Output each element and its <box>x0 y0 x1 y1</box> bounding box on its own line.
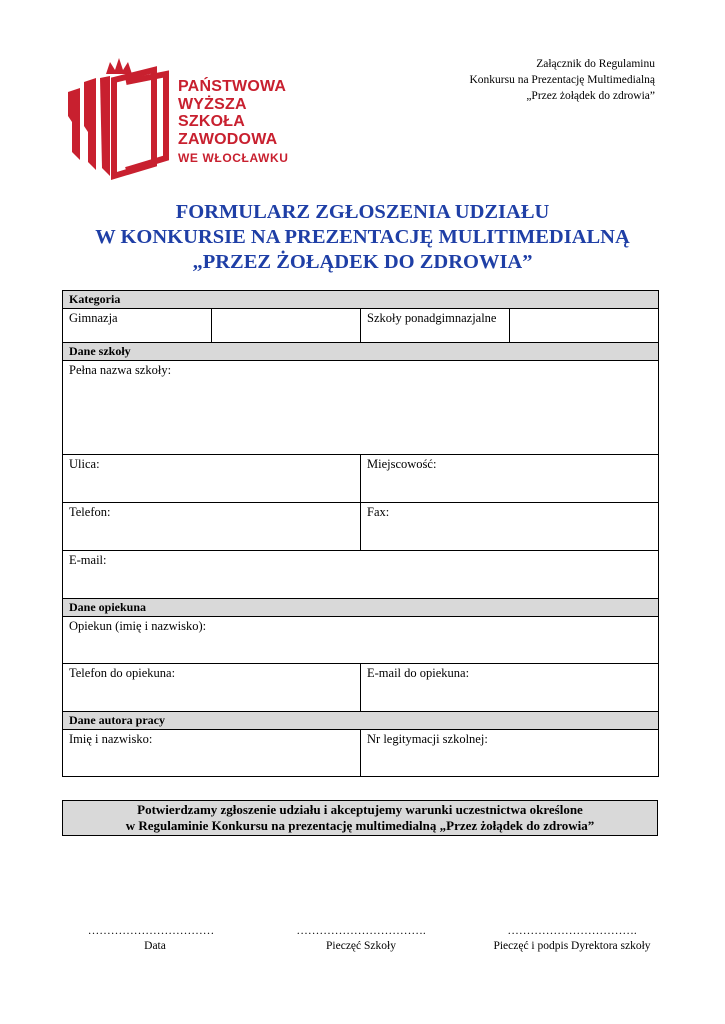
section-header-guardian: Dane opiekuna <box>63 599 659 617</box>
category-checkbox-ponadgimnazjalne[interactable] <box>510 309 659 343</box>
author-name-field[interactable]: Imię i nazwisko: <box>63 730 361 777</box>
school-email-field[interactable]: E-mail: <box>63 551 659 599</box>
guardian-name-field[interactable]: Opiekun (imię i nazwisko): <box>63 617 659 664</box>
confirmation-line-1: Potwierdzamy zgłoszenie udziału i akceptujemy warunki uczestnictwa określone <box>137 802 583 817</box>
logo-line-1: PAŃSTWOWA <box>178 78 287 95</box>
section-header-school: Dane szkoły <box>63 343 659 361</box>
annex-line-2: Konkursu na Prezentację Multimedialną <box>469 74 655 86</box>
registration-form <box>62 290 659 777</box>
logo-line-2: WYŻSZA <box>178 95 247 113</box>
street-field[interactable]: Ulica: <box>63 455 361 503</box>
logo-wordmark <box>178 78 289 168</box>
logo-line-3: SZKOŁA <box>178 113 245 130</box>
annex-line-3: „Przez żołądek do zdrowia” <box>526 90 655 102</box>
annex-line-1: Załącznik do Regulaminu <box>536 58 655 70</box>
category-checkbox-gimnazja[interactable] <box>212 309 361 343</box>
logo-line-4: ZAWODOWA <box>178 130 278 148</box>
signature-director <box>482 924 662 954</box>
section-header-category: Kategoria <box>63 291 659 309</box>
category-option-ponadgimnazjalne: Szkoły ponadgimnazjalne <box>361 309 510 343</box>
form-title <box>0 200 725 275</box>
city-field[interactable]: Miejscowość: <box>361 455 659 503</box>
guardian-phone-field[interactable]: Telefon do opiekuna: <box>63 664 361 712</box>
signature-date <box>66 924 236 954</box>
signature-date-line: …………………………… <box>87 925 215 937</box>
confirmation-box <box>62 800 658 836</box>
title-line-1: FORMULARZ ZGŁOSZENIA UDZIAŁU <box>175 201 550 223</box>
crowned-book-emblem-icon <box>66 52 176 182</box>
school-phone-field[interactable]: Telefon: <box>63 503 361 551</box>
category-option-gimnazja: Gimnazja <box>63 309 212 343</box>
confirmation-line-2: w Regulaminie Konkursu na prezentację multimedialną „Przez żołądek do zdrowia” <box>125 818 595 833</box>
section-header-author: Dane autora pracy <box>63 712 659 730</box>
signature-school-stamp <box>276 924 446 954</box>
student-id-field[interactable]: Nr legitymacji szkolnej: <box>361 730 659 777</box>
guardian-email-field[interactable]: E-mail do opiekuna: <box>361 664 659 712</box>
signature-date-label: Data <box>144 940 166 952</box>
title-line-3: „PRZEZ ŻOŁĄDEK DO ZDROWIA” <box>192 251 533 273</box>
fax-field[interactable]: Fax: <box>361 503 659 551</box>
title-line-2: W KONKURSIE NA PREZENTACJĘ MULITIMEDIALNĄ <box>95 226 630 248</box>
school-full-name-field[interactable]: Pełna nazwa szkoły: <box>63 361 659 455</box>
signature-stamp-line: ……………………………. <box>296 925 426 937</box>
logo-line-5: WE WŁOCŁAWKU <box>178 151 289 165</box>
signature-director-line: ……………………………. <box>507 925 637 937</box>
signature-director-label: Pieczęć i podpis Dyrektora szkoły <box>493 940 651 952</box>
signature-stamp-label: Pieczęć Szkoły <box>326 940 396 952</box>
university-logo <box>66 52 306 182</box>
annex-note <box>395 56 655 104</box>
